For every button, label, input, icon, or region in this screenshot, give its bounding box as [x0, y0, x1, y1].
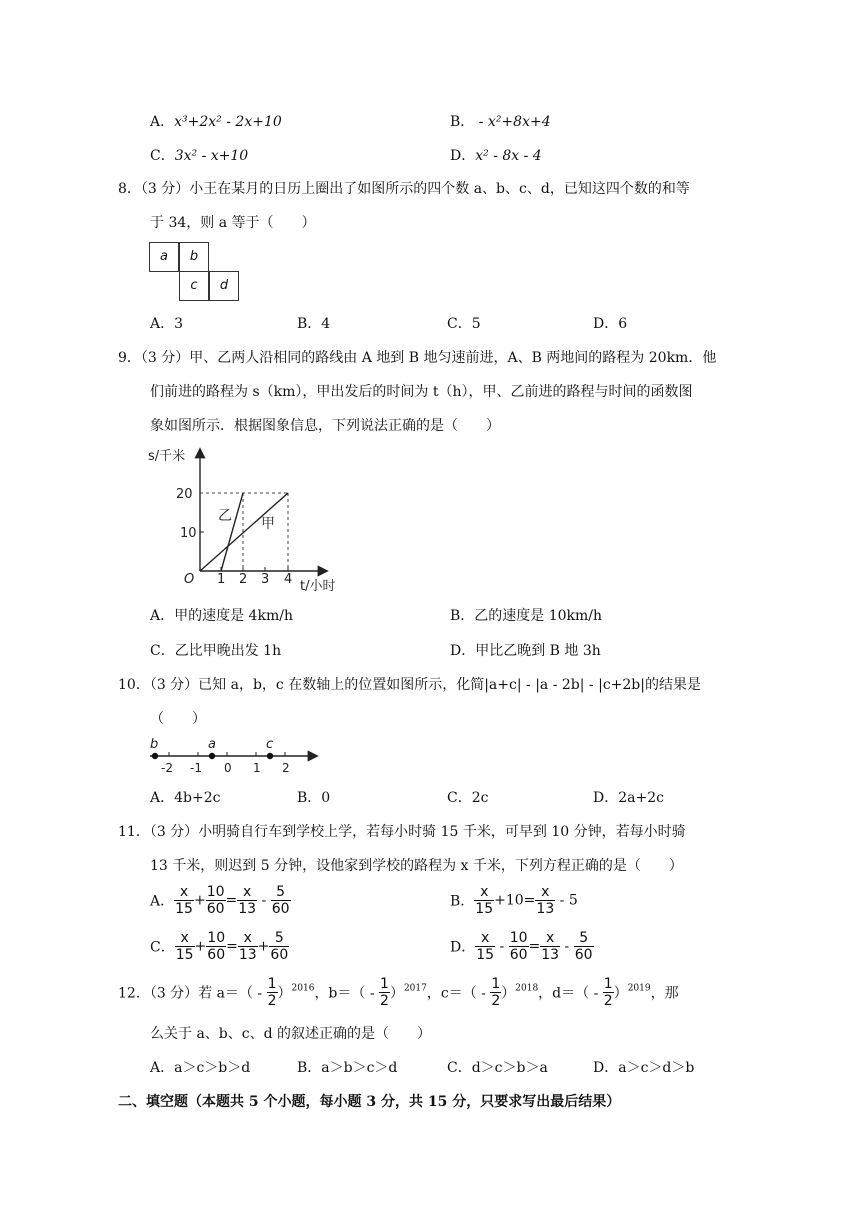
line-jia-label: 甲	[261, 516, 275, 532]
svg-text:-1: -1	[190, 761, 202, 775]
q12-option-d: D．a＞c＞d＞b	[593, 1060, 695, 1076]
calendar-cell-a: a	[149, 242, 179, 272]
q8-option-a: A．3	[150, 316, 184, 332]
q10-option-b: B．0	[297, 790, 331, 806]
svg-text:-2: -2	[161, 761, 173, 775]
q9-function-graph	[140, 440, 370, 600]
q11-option-b: B． $\frac{x}{15}$ +10= $\frac{x}{13}$ - 5	[450, 884, 578, 917]
x-axis-label: t/小时	[300, 579, 336, 594]
q8-option-d: D．6	[593, 316, 628, 332]
q10-option-d: D．2a+2c	[593, 790, 664, 806]
calendar-cell-b: b	[179, 242, 209, 272]
line-jia	[200, 493, 288, 571]
svg-text:2: 2	[282, 761, 290, 775]
x-tick-2: 2	[239, 572, 248, 587]
svg-text:1: 1	[253, 761, 261, 775]
q7-option-d: D．x² - 8x - 4	[450, 148, 542, 164]
q8-stem-line1: 8．（3 分）小王在某月的日历上圈出了如图所示的四个数 a、b、c、d，已知这四个数的和等	[118, 181, 690, 197]
y-tick-10: 10	[180, 526, 197, 541]
y-axis-label: s/千米	[148, 449, 186, 464]
section-2-heading: 二、填空题（本题共 5 个小题，每小题 3 分，共 15 分，只要求写出最后结果）	[118, 1094, 621, 1110]
q10-option-c: C．2c	[447, 790, 489, 806]
calendar-cell-d: d	[209, 271, 239, 301]
q10-number-line	[140, 734, 330, 778]
x-tick-4: 4	[284, 572, 293, 587]
q12-option-a: A．a＞c＞b＞d	[150, 1060, 251, 1076]
origin-label: O	[184, 572, 195, 587]
line-yi-label: 乙	[218, 508, 232, 524]
q7-option-c: C．3x² - x+10	[150, 148, 249, 164]
point-c	[267, 753, 273, 759]
q7-option-b: B． - x²+8x+4	[450, 114, 551, 130]
svg-text:b: b	[150, 737, 159, 752]
q9-option-a: A．甲的速度是 4km/h	[150, 608, 293, 624]
q9-option-b: B．乙的速度是 10km/h	[450, 608, 603, 624]
svg-text:0: 0	[224, 761, 232, 775]
calendar-cell-c: c	[179, 271, 209, 301]
line-yi	[221, 493, 243, 571]
q9-stem-line1: 9．（3 分）甲、乙两人沿相同的路线由 A 地到 B 地匀速前进，A、B 两地间的路程为 20km．他	[118, 350, 717, 366]
q7-option-a: A．x³+2x² - 2x+10	[150, 114, 282, 130]
q9-stem-line3: 象如图所示．根据图象信息，下列说法正确的是（ ）	[150, 418, 500, 434]
x-tick-3: 3	[261, 572, 270, 587]
q9-option-d: D．甲比乙晚到 B 地 3h	[450, 643, 601, 659]
svg-text:a: a	[208, 737, 216, 752]
q8-option-b: B．4	[297, 316, 331, 332]
q11-stem-line1: 11．（3 分）小明骑自行车到学校上学，若每小时骑 15 千米，可早到 10 分钟，若每小时骑	[118, 824, 686, 840]
point-b	[152, 753, 158, 759]
q11-option-d: D． $\frac{x}{15}$ - $\frac{10}{60}$ = $\frac{x}{13}$ - $\frac{5}{60}$	[450, 930, 593, 963]
q12-stem-line2: 么关于 a、b、c、d 的叙述正确的是（ ）	[150, 1026, 432, 1042]
y-tick-20: 20	[176, 487, 193, 502]
q8-stem-line2: 于 34，则 a 等于（ ）	[150, 215, 316, 231]
q11-stem-line2: 13 千米，则迟到 5 分钟，设他家到学校的路程为 x 千米，下列方程正确的是（ ）	[150, 858, 683, 874]
q9-option-c: C．乙比甲晚出发 1h	[150, 643, 282, 659]
q8-option-c: C．5	[447, 316, 481, 332]
q12-stem-line1: 12．（3 分）若 a＝（ - $\frac{1}{2}$ ）$^{2016}$，b＝（ - $\frac{1}{2}$ ）$^{2017}$，c＝（ - $\frac{1}{2}$ ）$^{2018}$，d＝（ - $\frac{1}{2}$ ）$^{2019}$，那	[118, 976, 679, 1009]
q12-option-c: C．d＞c＞b＞a	[447, 1060, 548, 1076]
q10-stem-line2: （ ）	[150, 711, 206, 727]
svg-text:c: c	[266, 737, 274, 752]
point-a	[209, 753, 215, 759]
q9-stem-line2: 们前进的路程为 s（km），甲出发后的时间为 t（h），甲、乙前进的路程与时间的函数图	[150, 384, 693, 400]
q11-option-a: A． $\frac{x}{15}$ + $\frac{10}{60}$ = $\frac{x}{13}$ - $\frac{5}{60}$	[150, 884, 290, 917]
q11-option-c: C． $\frac{x}{15}$ + $\frac{10}{60}$ = $\frac{x}{13}$ + $\frac{5}{60}$	[150, 930, 289, 963]
q10-stem-line1: 10．（3 分）已知 a，b，c 在数轴上的位置如图所示，化简|a+c| - |a - 2b| - |c+2b|的结果是	[118, 677, 701, 693]
q12-option-b: B．a＞b＞c＞d	[297, 1060, 398, 1076]
q10-option-a: A．4b+2c	[150, 790, 221, 806]
x-tick-1: 1	[217, 572, 226, 587]
